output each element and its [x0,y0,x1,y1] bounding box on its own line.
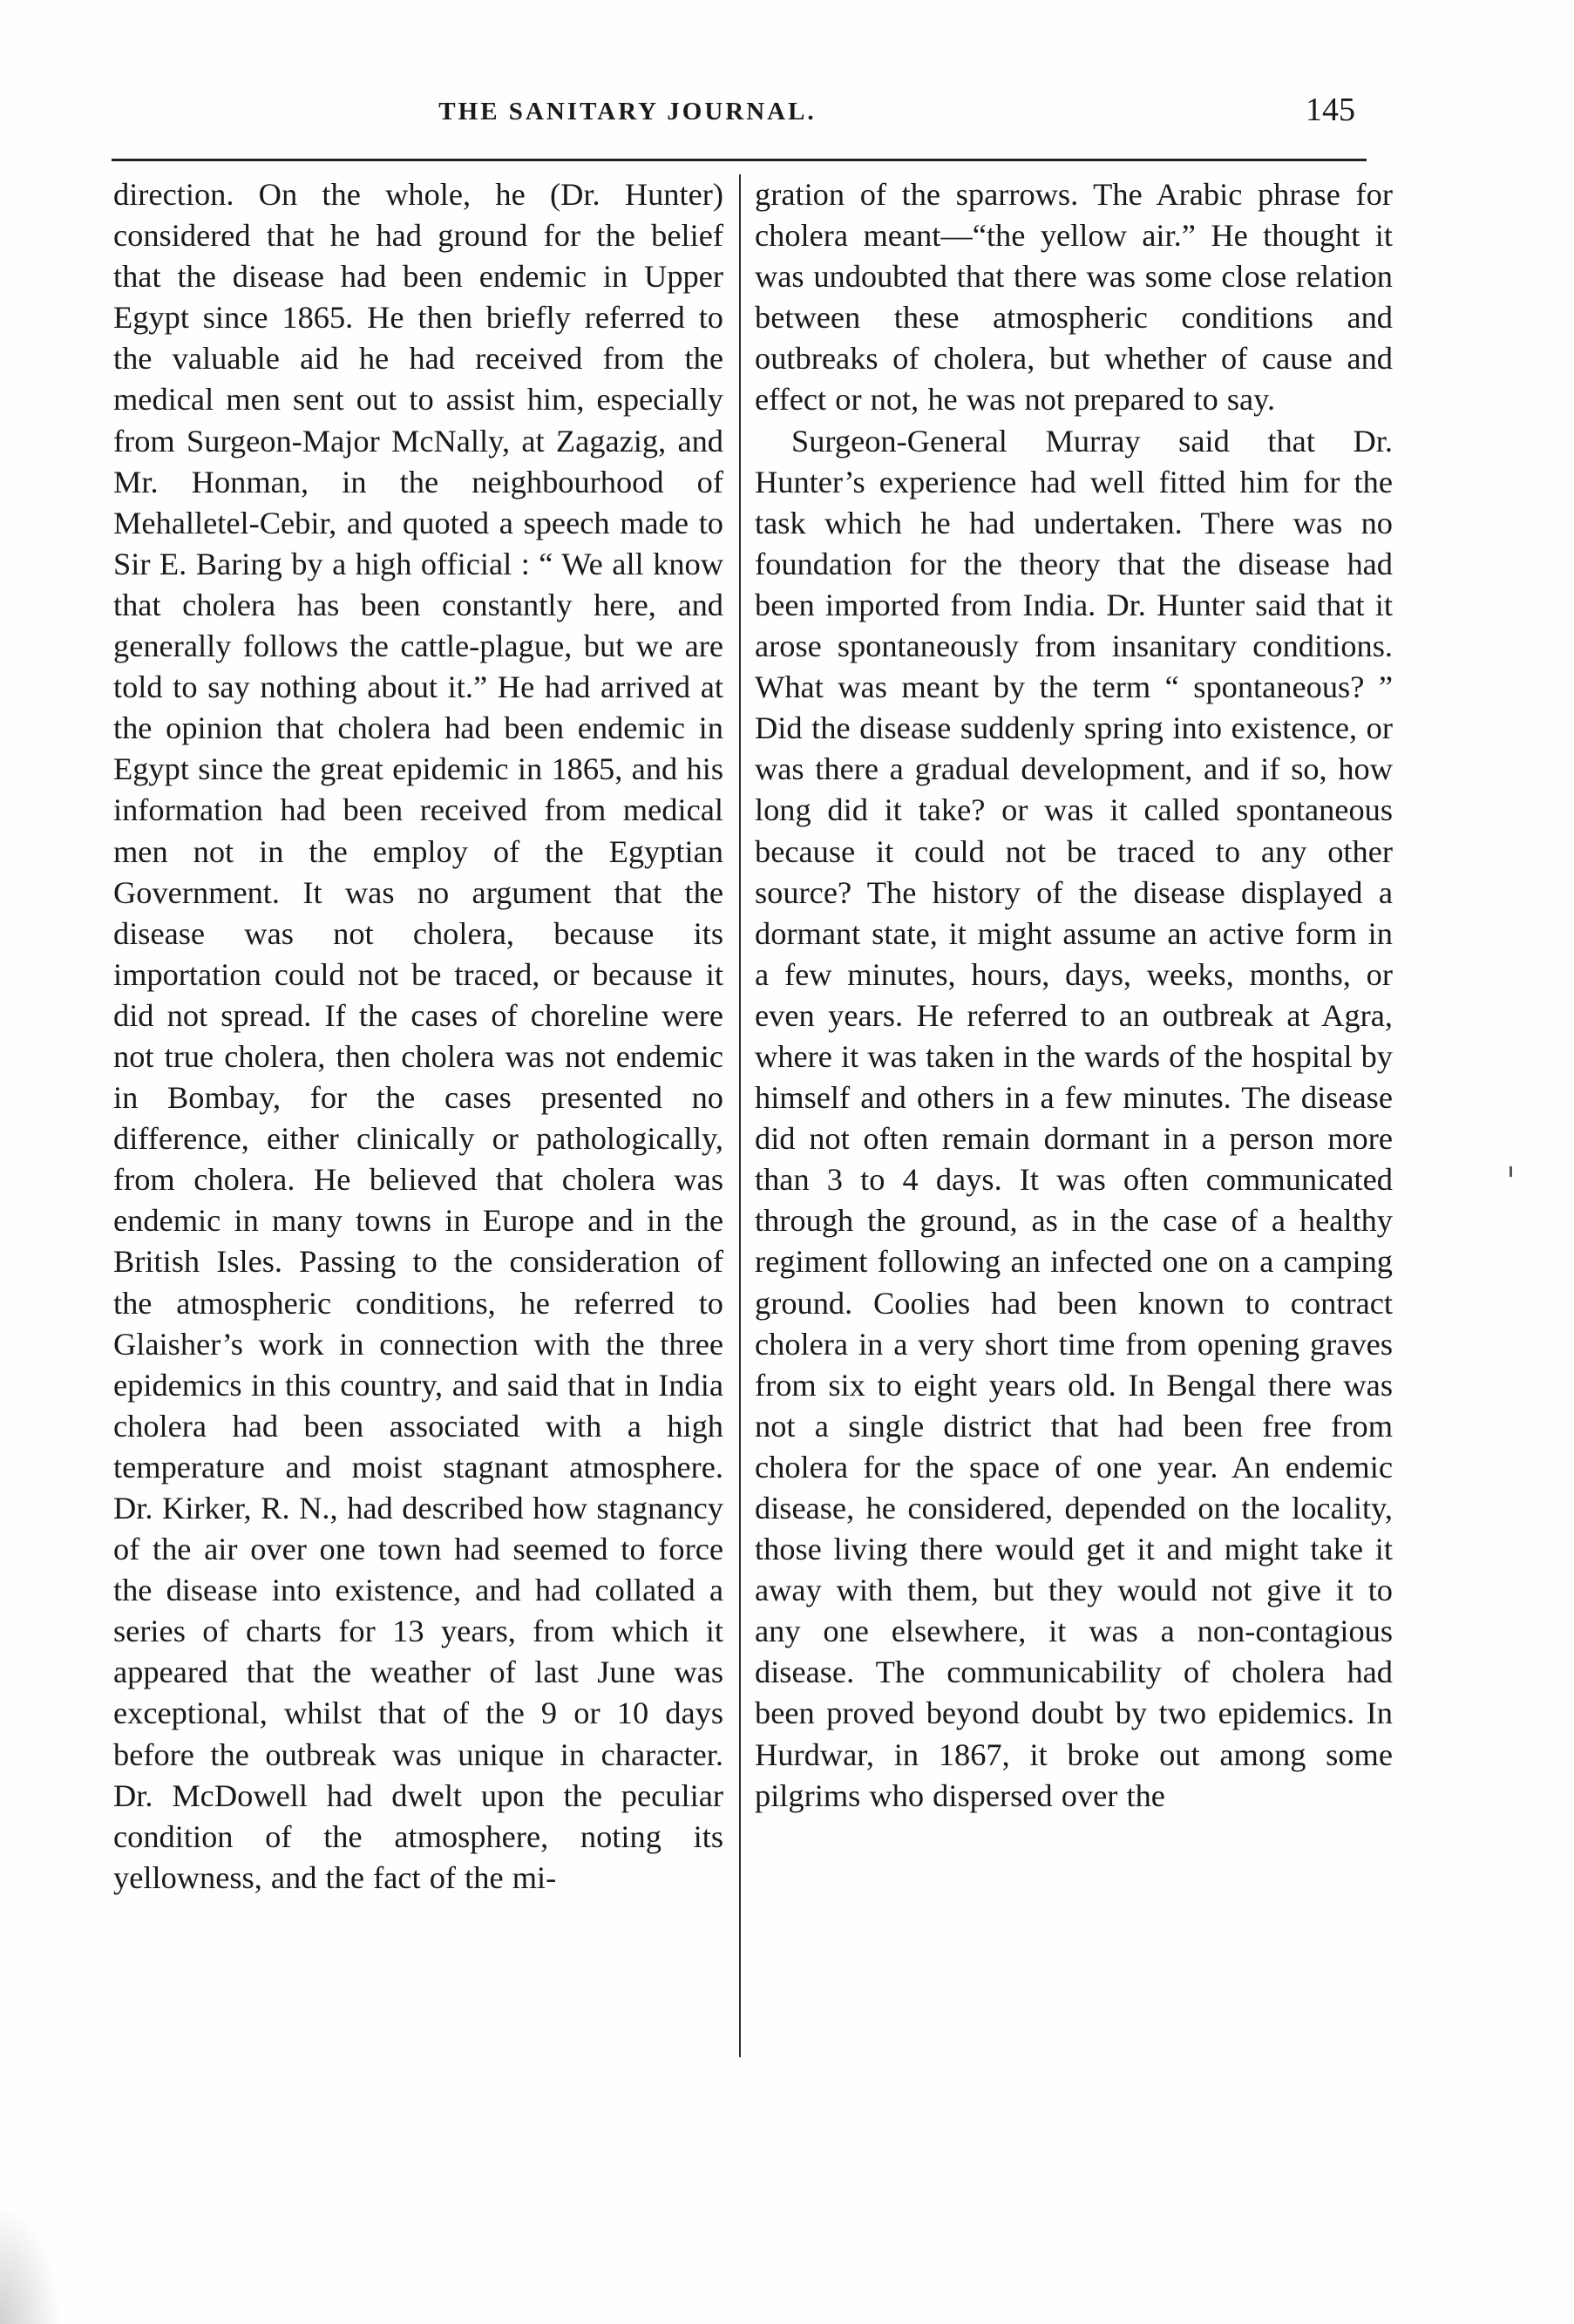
page-number: 145 [1306,92,1355,128]
right-paragraph-1: gration of the sparrows. The Arabic phrase for cholera meant—“the yellow air.” He thought it was undoubted that there was some close relation between these atmospheric conditions and outbreaks of cholera, but whether of cause and effect or not, he was not prepared to say. [755,177,1393,418]
column-divider [739,174,741,2057]
right-paragraph-2: Surgeon-General Murray said that Dr. Hunter’s experience had well fitted him for the task which he had undertaken. There was no foundation for the theory that the disease had been imported from India. Dr. Hunter said that it arose spontaneously from insanitary conditions. What was meant by the term “ spontaneous? ” Did the disease suddenly spring into existence, or was there a gradual development, and if so, how long did it take? or was it called spontaneous because it could not be traced to any other source? The history of the disease displayed a dormant state, it might assume an active form in a few minutes, hours, days, weeks, months, or even years. He referred to an outbreak at Agra, where it was taken in the wards of the hospital by himself and others in a few minutes. The disease did not often remain dormant in a person more than 3 to 4 days. It was often communicated through the ground, as in the case of a healthy regiment following an infected one on a camping ground. Coolies had been known to contract cholera in a very short time from opening graves from six to eight years old. In Bengal there was not a single district that had been free from cholera for the space of one year. An endemic disease, he considered, depended on the locality, those living there would get it and might take it away with them, but they would not give it to any one elsewhere, it was a non-contagious disease. The communicability of cholera had been proved beyond doubt by two epidemics. In Hurdwar, in 1867, it broke out among some pilgrims who dispersed over the [755,423,1393,1813]
header-rule [112,159,1367,161]
journal-title: THE SANITARY JOURNAL. [438,98,817,126]
right-column [755,174,1393,1817]
corner-smudge [0,2205,61,2324]
running-head [0,92,1574,141]
margin-speck [1510,1166,1512,1177]
left-column [113,174,723,1899]
left-paragraph-1: direction. On the whole, he (Dr. Hunter) considered that he had ground for the belief that the disease had been endemic in Upper Egypt since 1865. He then briefly referred to the valuable aid he had received from the medical men sent out to assist him, especially from Surgeon-Major McNally, at Zagazig, and Mr. Honman, in the neighbourhood of Mehalletel-Cebir, and quoted a speech made to Sir E. Baring by a high official : “ We all know that cholera has been constantly here, and generally follows the cattle-plague, but we are told to say nothing about it.” He had arrived at the opinion that cholera had been endemic in Egypt since the great epidemic in 1865, and his information had been received from medical men not in the employ of the Egyptian Government. It was no argument that the disease was not cholera, because its importation could not be traced, or because it did not spread. If the cases of choreline were not true cholera, then cholera was not endemic in Bombay, for the cases presented no difference, either clinically or pathologically, from cholera. He believed that cholera was endemic in many towns in Europe and in the British Isles. Passing to the consideration of the atmospheric conditions, he referred to Glaisher’s work in connection with the three epidemics in this country, and said that in India cholera had been associated with a high temperature and moist stagnant atmosphere. Dr. Kirker, R. N., had described how stagnancy of the air over one town had seemed to force the disease into existence, and had collated a series of charts for 13 years, from which it appeared that the weather of last June was exceptional, whilst that of the 9 or 10 days before the outbreak was unique in character. Dr. McDowell had dwelt upon the peculiar condition of the atmosphere, noting its yellowness, and the fact of the mi- [113,177,723,1895]
